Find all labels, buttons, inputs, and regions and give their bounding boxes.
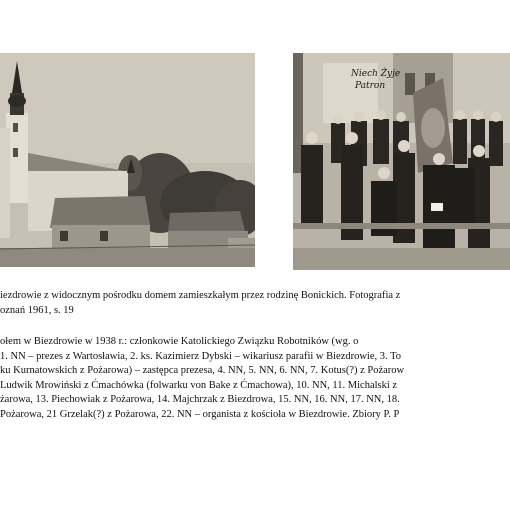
sign-text-line2: Patron — [355, 81, 386, 91]
church-photograph — [0, 53, 255, 267]
caption2-line5: żarowa, 13. Piechowiak z Pożarowa, 14. Majchrzak z Biezdrowa, 15. NN, 16. NN, 17. NN, 18. — [0, 394, 400, 405]
caption1-line1: iezdrowie z widocznym pośrodku domem zamieszkałym przez rodzinę Bonickich. Fotografia z — [0, 290, 401, 301]
caption2-line4: Ludwik Mrowiński z Ćmachówka (folwarku von Bake z Ćmachowa), 10. NN, 11. Michalski z — [0, 380, 398, 391]
caption2-line2: 1. NN – prezes z Wartosławia, 2. ks. Kazimierz Dybski – wikariusz parafii w Biezdrowie, 3. To — [0, 351, 402, 362]
group-photo-image — [293, 53, 510, 270]
group-photograph — [293, 53, 510, 270]
caption1-line2: oznań 1961, s. 19 — [0, 305, 74, 316]
caption2-line6: Pożarowa, 21 Grzelak(?) z Pożarowa, 22. NN – organista z kościoła w Biezdrowie. Zbiory P. P — [0, 409, 400, 420]
caption2-line3: ku Kurnatowskich z Pożarowa) – zastępca prezesa, 4. NN, 5. NN, 6. NN, 7. Kotus(?) z Pożarow — [0, 365, 405, 376]
caption2-line1: ołem w Biezdrowie w 1938 r.: członkowie Katolickiego Związku Robotników (wg. o — [0, 336, 359, 347]
church-photo-image — [0, 53, 255, 267]
sign-text-line1: Niech Żyje — [351, 69, 401, 79]
